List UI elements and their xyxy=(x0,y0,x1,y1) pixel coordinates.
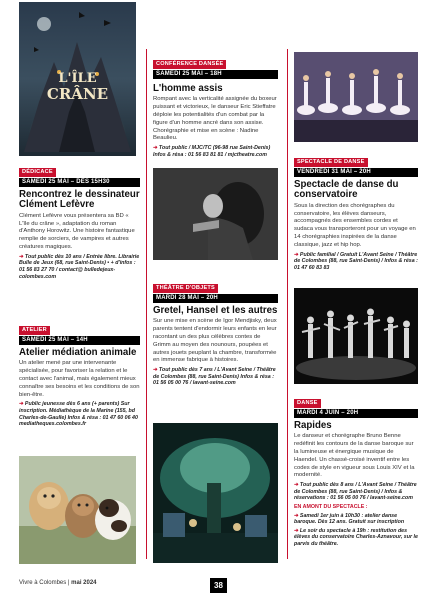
event-date: MARDI 4 JUIN – 20H xyxy=(294,409,418,418)
event-info: ➜ Tout public / MJC/TC (96-98 rue Saint-Denis) Infos & résa : 01 56 83 81 81 / mjctheatre.com xyxy=(153,145,271,158)
event-info: ➜ Public jeunesse dès 6 ans (+ parents) Sur inscription. Médiathèque de la Marine (155, bd Charles-de-Gaulle) Infos & résa : 01 47 60 06 40 mediatheques.colombes.fr xyxy=(19,401,138,428)
event-info: ➜ Tout public dès 8 ans / L'Avant Seine / Théâtre de Colombes (88, rue Saint-Denis) / Infos & réservations : 01 56 05 00 76 / lavant-seine.com xyxy=(294,482,417,502)
event-title: Rapides xyxy=(294,420,332,431)
category-tag: DANSE xyxy=(294,399,321,408)
event-title: Spectacle de danse du conservatoire xyxy=(294,179,399,201)
issue-date: mai 2024 xyxy=(71,580,97,586)
spectacle-section xyxy=(294,150,418,271)
arrow-icon: ➜ xyxy=(294,527,300,534)
dogs-photo xyxy=(19,456,136,564)
arrow-icon: ➜ xyxy=(153,145,159,152)
theatre-scene-photo xyxy=(153,423,278,563)
event-info: ➜ Tout public dès 7 ans / L'Avant Seine / Théâtre de Colombes (88, rue Saint-Denis) Infos & résa : 01 56 05 00 76 / lavant-seine.com xyxy=(153,367,276,387)
footer-separator: | xyxy=(67,580,72,586)
extra-event-1: ➜ Samedi 1er juin à 10h30 : atelier danse baroque. Dès 12 ans. Gratuit sur inscription xyxy=(294,512,405,526)
category-tag: ATELIER xyxy=(19,326,50,335)
arrow-icon: ➜ xyxy=(19,253,25,260)
event-info: ➜ Tout public dès 10 ans / Entrée libre. Librairie Bulle de Jeux (68, rue Saint-Denis) • + d'infos : 01 56 83 27 70 / contact@ bulledejeux-colombes.com xyxy=(19,253,140,280)
category-tag: THÉÂTRE D'OBJETS xyxy=(153,284,218,293)
book-cover-image xyxy=(19,2,136,156)
dedicace-section xyxy=(19,160,140,280)
page-number: 38 xyxy=(210,578,227,593)
cover-title: L'ÎLE CRÂNE xyxy=(46,71,109,103)
event-description: Sous la direction des chorégraphes du conservatoire, les élèves danseurs, accompagnés des ensembles cordes et sudaca vous transporteront pour un voyage en 14 chorégraphies inspirées de la danse classique, jazz et hip hop. xyxy=(294,202,416,248)
event-description: Rompant avec la verticalité assignée du boxeur puissant et victorieux, le danseur Eric Stieffatre déploie les potentialités d'un combat par la figure d'un homme ancré dans son assise. Chorégraphie et mise en scène : Nadine Beaulieu. xyxy=(153,96,277,142)
event-title: Atelier médiation animale xyxy=(19,347,137,358)
event-description: Un atelier mené par une intervenante spécialisée, pour favoriser la relation et le contact avec l'animal, mais également mieux connaître ses besoins et les conditions de son bien-être. xyxy=(19,360,140,398)
theatre-section xyxy=(153,276,278,387)
category-tag: SPECTACLE DE DANSE xyxy=(294,158,368,167)
event-description: Clément Lefèvre vous présentera sa BD « L'île du crâne », adaptation du roman d'Anthony Horowitz. Une histoire fantastique remplie de sorciers, de vampires et autres créatures magiques. xyxy=(19,212,135,250)
event-description: Sur une mise en scène de Igor Mendjisky, deux parents tentent d'endormir leurs enfants en leur racontant un des plus célèbres contes de Grimm au moyen des nounours, poupées et autres jouets peuplant la chambre, transformée en immense fabrique à histoires. xyxy=(153,318,277,364)
event-title: Gretel, Hansel et les autres xyxy=(153,305,278,316)
event-date: SAMEDI 25 MAI – 18H xyxy=(153,70,278,79)
event-title: Rencontrez le dessinateur Clément Lefèvre xyxy=(19,189,140,211)
event-date: SAMEDI 25 MAI – DÈS 15H30 xyxy=(19,178,140,187)
en-amont-heading: EN AMONT DU SPECTACLE : xyxy=(294,503,368,510)
conference-section xyxy=(153,52,278,158)
arrow-icon: ➜ xyxy=(153,367,159,374)
event-date: SAMEDI 25 MAI – 14H xyxy=(19,336,140,345)
category-tag: DÉDICACE xyxy=(19,168,56,177)
event-info: ➜ Public familial / Gratuit L'Avant Seine / Théâtre de Colombes (88, rue Saint-Denis) / Infos & résa : 01 47 60 83 83 xyxy=(294,251,418,271)
atelier-section xyxy=(19,318,140,428)
magazine-name: Vivre à Colombes xyxy=(19,580,67,586)
baroque-dancers-photo xyxy=(294,288,418,384)
arrow-icon: ➜ xyxy=(19,401,25,408)
event-title: L'homme assis xyxy=(153,83,223,94)
danse-section xyxy=(294,391,418,548)
event-description: Le danseur et chorégraphe Bruno Benne redéfinit les contours de la danse baroque sur la lumineuse et énergique musique de Haendel. Un chassé-croisé inventif entre les codes de style en vigueur sous Louis XIV et la modernité. xyxy=(294,433,415,479)
arrow-icon: ➜ xyxy=(294,512,300,519)
extra-event-2: ➜ Le soir du spectacle à 19h : restitution des élèves du conservatoire Charles-Aznavour, sur le parvis du théâtre. xyxy=(294,527,418,547)
arrow-icon: ➜ xyxy=(294,251,300,258)
category-tag: CONFÉRENCE DANSÉE xyxy=(153,60,226,69)
seated-man-photo xyxy=(153,168,278,260)
column-divider xyxy=(287,49,288,559)
ballet-photo xyxy=(294,52,418,142)
event-date: MARDI 28 MAI – 20H xyxy=(153,294,278,303)
column-divider xyxy=(146,49,147,559)
arrow-icon: ➜ xyxy=(294,482,300,489)
event-date: VENDREDI 31 MAI – 20H xyxy=(294,168,418,177)
